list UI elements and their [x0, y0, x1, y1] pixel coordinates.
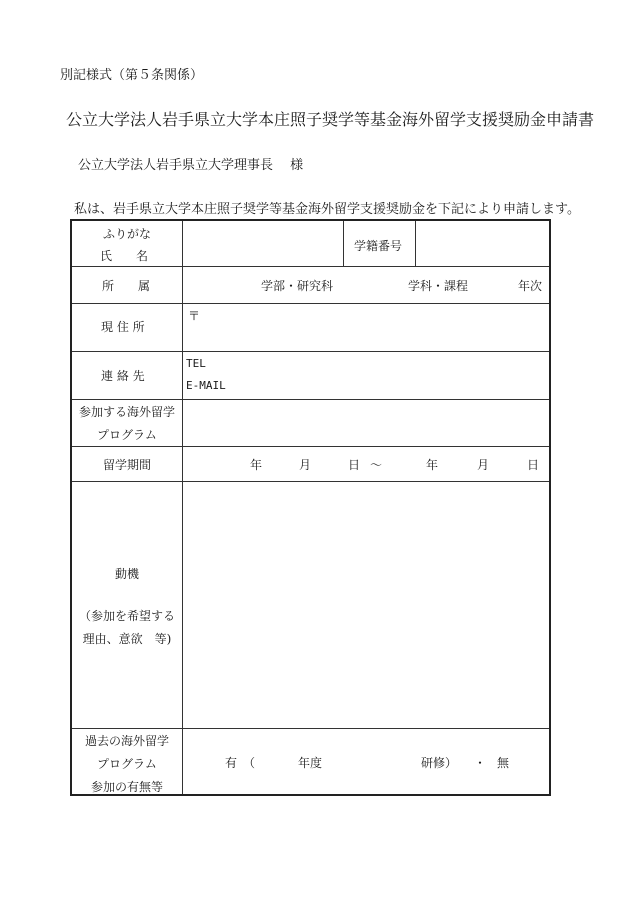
application-statement: 私は、岩手県立大学本庄照子奨学等基金海外留学支援奨励金を下記により申請します。 [74, 202, 580, 217]
row-divider [72, 266, 549, 267]
end-day-unit: 日 [527, 458, 540, 472]
row-divider [72, 351, 549, 352]
affiliation-label: 所 属 [102, 279, 151, 293]
past-label-line3: 参加の有無等 [90, 780, 163, 794]
name-label: 氏 名 [100, 249, 149, 263]
past-separator-dot: ・ [474, 756, 487, 770]
motivation-note-line1: （参加を希望する [78, 609, 175, 623]
start-month-unit: 月 [299, 458, 312, 472]
period-field[interactable] [184, 448, 549, 480]
past-programs-label [72, 730, 182, 799]
contact-label: 連 絡 先 [101, 369, 145, 383]
faculty-suffix: 学部・研究科 [261, 279, 334, 293]
address-label: 現 住 所 [101, 320, 145, 334]
past-label-line2: プログラム [97, 757, 157, 771]
email-field[interactable] [237, 376, 547, 398]
past-label-line1: 過去の海外留学 [84, 734, 169, 748]
motivation-note [72, 605, 182, 651]
past-training-suffix: 研修） [421, 756, 458, 770]
motivation-note-line2: 理由、意欲 等) [82, 632, 172, 646]
row-divider [72, 303, 549, 304]
column-divider [415, 221, 416, 266]
program-field[interactable] [184, 401, 549, 445]
affiliation-field[interactable] [184, 268, 549, 302]
tel-field[interactable] [217, 353, 547, 375]
end-month-unit: 月 [477, 458, 490, 472]
student-id-label: 学籍番号 [354, 239, 403, 253]
row-divider [72, 728, 549, 729]
start-day-unit: 日 [348, 458, 361, 472]
end-year-unit: 年 [426, 458, 439, 472]
motivation-label: 動機 [115, 567, 140, 581]
past-no-option[interactable]: 無 [497, 756, 510, 770]
postal-mark: 〒 [188, 309, 201, 323]
program-label-line2: プログラム [97, 428, 157, 442]
column-divider [343, 221, 344, 266]
year-suffix: 年次 [518, 279, 543, 293]
row-divider [72, 399, 549, 400]
period-separator: ～ [370, 458, 383, 472]
address-field[interactable] [184, 305, 549, 350]
form-label: 別記様式（第５条関係） [60, 68, 204, 83]
addressee: 公立大学法人岩手県立大学理事長 様 [78, 158, 304, 173]
row-divider [72, 481, 549, 482]
program-label [72, 401, 182, 447]
past-yes-option[interactable]: 有 （ [225, 756, 256, 770]
document-title: 公立大学法人岩手県立大学本庄照子奨学等基金海外留学支援奨励金申請書 [66, 110, 595, 129]
name-field[interactable] [184, 223, 341, 265]
past-fiscal-year-unit: 年度 [298, 756, 323, 770]
period-label: 留学期間 [103, 458, 152, 472]
motivation-field[interactable] [184, 483, 549, 727]
application-form-table [70, 219, 551, 796]
tel-label: TEL [186, 357, 206, 370]
department-suffix: 学科・課程 [408, 279, 469, 293]
start-year-unit: 年 [250, 458, 263, 472]
label-column-divider [182, 221, 183, 794]
furigana-label: ふりがな [103, 227, 152, 241]
program-label-line1: 参加する海外留学 [78, 405, 175, 419]
student-id-field[interactable] [417, 223, 547, 265]
email-label: E-MAIL [186, 379, 226, 392]
